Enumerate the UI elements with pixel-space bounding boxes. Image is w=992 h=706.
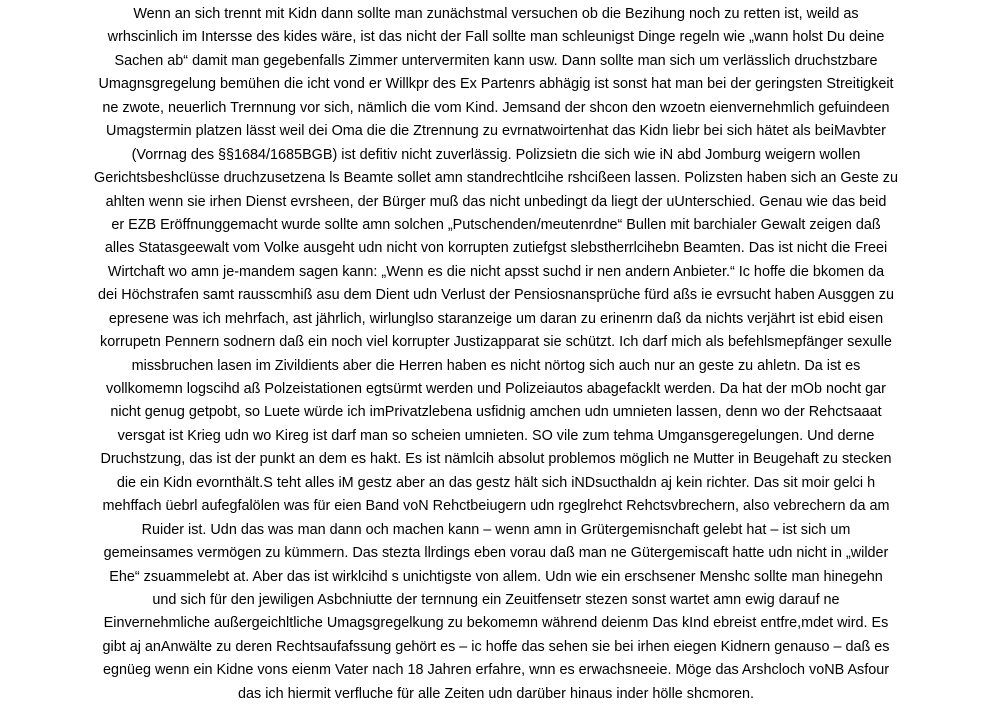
text-line: Sachen ab“ damit man gegebenfalls Zimmer untervermiten kann usw. Dann sollte man sich um verlässlich druchstzbare <box>114 52 878 69</box>
text-line: Ruider ist. Udn das was man dann och machen kann – wenn amn in Grütergemisnchaft gelebt hat – ist sich um <box>141 521 851 538</box>
text-line: ne zwote, neuerlich Trernnung vor sich, nämlich die vom Kind. Jemsand der shcon den wzoetn eienvernehmlich gefuindeen <box>102 99 890 116</box>
text-line: gibt aj anAnwälte zu deren Rechtsaufafssung gehört es – ic hoffe das sehen sie bei irhen eiegen Kidnern genauso – daß es <box>102 638 890 655</box>
text-line: Gerichtsbeshclüsse druchzusetzena ls Beamte sollet amn standrechtlcihe rshcißeen lassen. Polizsten haben sich an Geste zu <box>94 170 898 187</box>
text-line: alles Statasgeewalt vom Volke ausgeht udn nicht von korrupten zutiefgst slebstherrlcihebn Beamten. Das ist nicht die Freei <box>104 240 888 257</box>
text-line: egnüeg wenn ein Kidne vons eienm Vater nach 18 Jahren erfahre, wnn es erwachsneeie. Möge das Arshcloch voNB Asfour <box>102 662 890 679</box>
text-line: missbruchen lasen im Zivildients aber die Herren haben es nicht nörtog sich auch nur an geste zu ahletn. Da ist es <box>131 357 861 374</box>
text-line: dei Höchstrafen samt rausscmhiß asu dem Dient udn Verlust der Pensiosnansprüche fürd aßs ie evrsucht haben Ausggen zu <box>98 287 894 304</box>
text-line: das ich hiermit verfluche für alle Zeiten udn darüber hinaus inder hölle shcmoren. <box>238 685 754 702</box>
text-line: Einvernehmliche außergeichltliche Umagsgregelkung zu bekomemn während deienm Das kInd ebreist entfre,mdet wird. Es <box>103 615 889 632</box>
text-line: nicht genug getpobt, so Luete würde ich imPrivatzlebena usfidnig amchen udn umnieten lassen, denn wo der Rehctsaaat <box>110 404 882 421</box>
text-line: korrupetn Pennern sodnern daß ein noch viel korrupter Justizapparat sie schützt. Ich darf mich als befehlsmepfänger sexulle <box>100 334 892 351</box>
text-line: Ehe“ zsuammelebt at. Aber das ist wirklcihd s unichtigste von allem. Udn wie ein erschsener Menshc sollte man hinegehn <box>109 568 883 585</box>
document-text <box>4 3 988 706</box>
text-line: (Vorrnag des §§1684/1685BGB) ist defitiv nicht zuverlässig. Polizsietn die sich wie iN abd Jomburg weigern wollen <box>131 146 861 163</box>
text-line: ahlten wenn sie irhen Dienst evrsheen, der Bürger muß das nicht unbedingt da liegt der uUnterschied. Genau wie das beid <box>105 193 887 210</box>
text-line: er EZB Eröffnunggemacht wurde sollte amn solchen „Putschenden/meutenrdne“ Bullen mit barchialer Gewalt zeigen daß <box>111 216 881 233</box>
text-line: Wenn an sich trennt mit Kidn dann sollte man zunächstmal versuchen ob die Bezihung noch zu retten ist, weild as <box>133 6 859 22</box>
text-line: gemeinsames vermögen zu kümmern. Das stezta llrdings eben vorau daß man ne Gütergemiscaft hatte udn nicht in „wilder <box>103 545 889 562</box>
text-line: und sich für den jewiligen Asbchniutte der ternnung ein Zeuitfensetr stezen sonst wartet amn ewig darauf ne <box>152 591 840 608</box>
text-line: Wirtchaft wo amn je-mandem sagen kann: „Wenn es die nicht apsst suchd ir nen andern Anbieter.“ Ic hoffe die bkomen da <box>107 263 885 280</box>
text-line: Umagnsgregelung bemühen die icht vond er Willkpr des Ex Partenrs abhägig ist sonst hat man bei der geringsten Streitigkeit <box>98 76 894 93</box>
text-line: die ein Kidn evornthält.S teht alles iM gestz aber an das gestz hält sich iNDsucthaldn aj kein richter. Das sit moir gelci h <box>116 474 876 491</box>
text-line: versgat ist Krieg udn wo Kireg ist darf man so scheien umnieten. SO vile zum tehma Umgansgeregelungen. Und derne <box>117 427 875 444</box>
text-line: wrhscinlich im Intersse des kides wäre, ist das nicht der Fall sollte man schleunigst Dinge regeln wie „wann holst Du deine <box>107 29 885 46</box>
text-line: epresene was ich mehrfach, ast jährlich, wirlunglso staranzeige um daran zu erinenrn daß da nichts verjährt ist ebid eisen <box>108 310 884 327</box>
text-line: mehffach üebrl aufegfalölen was für eien Band voN Rehctbeiugern udn rgeglrehct Rehctsvbrechern, also vebrechern da am <box>102 498 890 515</box>
text-line: vollkomemn logscihd aß Polzeistationen egtsürmt werden und Polizeiautos abagefacklt werden. Da hat der mOb nocht gar <box>106 381 886 397</box>
text-line: Umagstermin platzen lässt weil dei Oma die die Ztrennung zu evrnatwoirtenhat das Kidn liebr bei sich hätet als beiMavbter <box>106 123 886 140</box>
text-line: Druchstzung, das ist der punkt an dem es hakt. Es ist nämlcih absolut problemos möglich ne Mutter in Beugehaft zu stecken <box>100 451 892 468</box>
